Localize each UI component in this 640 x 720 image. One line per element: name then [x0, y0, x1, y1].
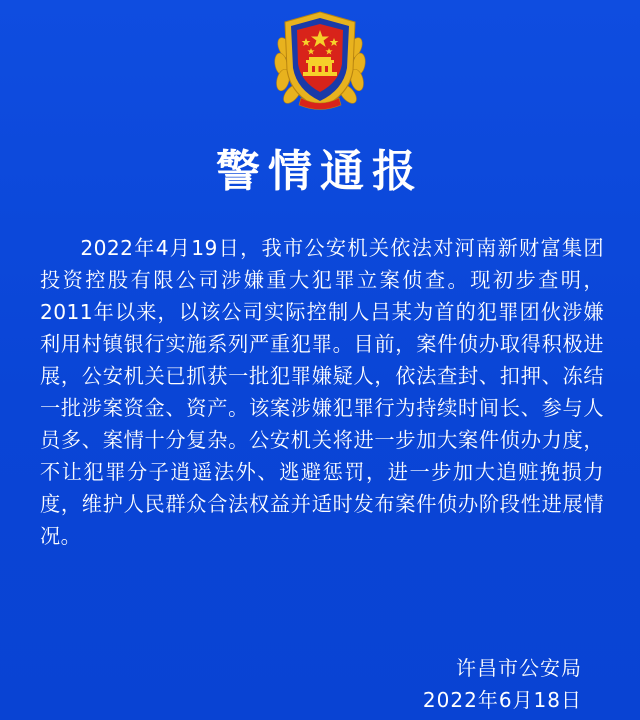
- police-emblem-icon: [265, 8, 375, 116]
- notice-body: 2022年4月19日，我市公安机关依法对河南新财富集团投资控股有限公司涉嫌重大犯罪立案侦查。现初步查明，2011年以来，以该公司实际控制人吕某为首的犯罪团伙涉嫌利用村镇银行实施系列严重犯罪。目前，案件侦办取得积极进展，公安机关已抓获一批犯罪嫌疑人，依法查封、扣押、冻结一批涉案资金、资产。该案涉嫌犯罪行为持续时间长、参与人员多、案情十分复杂。公安机关将进一步加大案件侦办力度，不让犯罪分子逍遥法外、逃避惩罚，进一步加大追赃挽损力度，维护人民群众合法权益并适时发布案件侦办阶段性进展情况。: [40, 236, 604, 548]
- issuer-name: 许昌市公安局: [456, 656, 582, 680]
- notice-title: 警情通报: [216, 146, 424, 197]
- issue-date: 2022年6月18日: [422, 688, 582, 712]
